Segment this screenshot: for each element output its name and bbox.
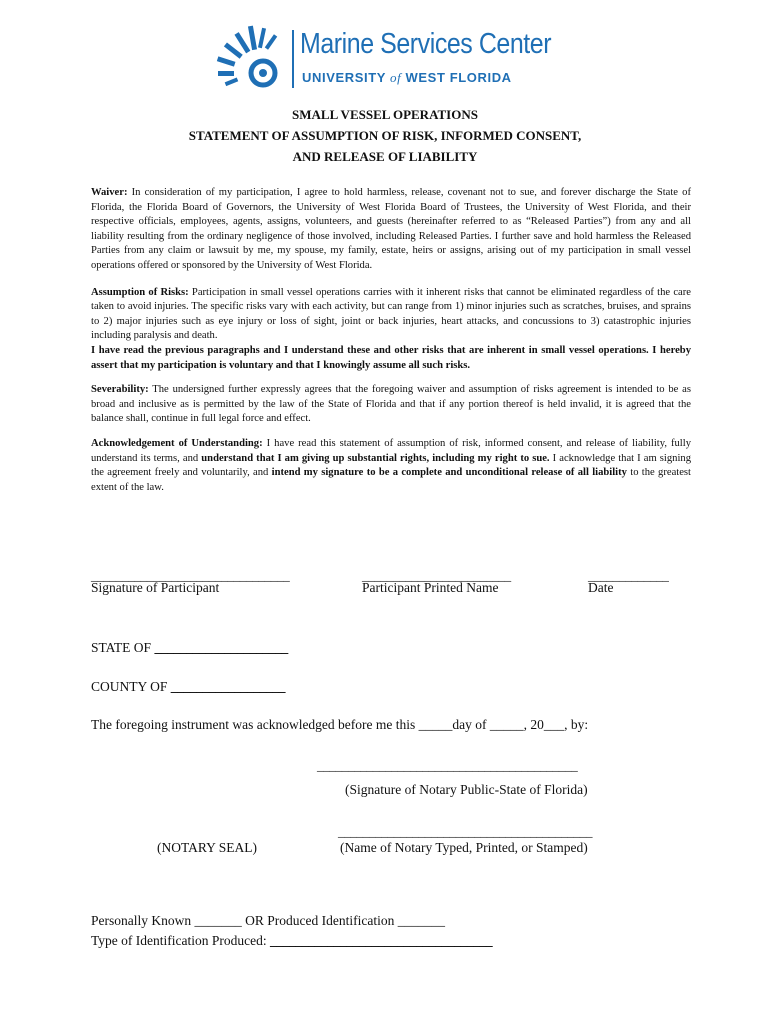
document-title xyxy=(0,104,770,167)
notary-signature-label: (Signature of Notary Public-State of Florida) xyxy=(345,782,588,797)
county-of-row: COUNTY OF __________________ xyxy=(91,679,286,694)
acknowledged-before-text: The foregoing instrument was acknowledged before me this _____day of _____, 20___, by: xyxy=(91,717,589,732)
nautilus-shell-icon xyxy=(216,24,286,94)
marine-services-logo xyxy=(216,24,586,100)
notary-name-label: (Name of Notary Typed, Printed, or Stamped) xyxy=(340,840,588,855)
identification-type-row: Type of Identification Produced: ___________________________________ xyxy=(91,933,493,948)
participant-printed-name-line[interactable]: ________________________ xyxy=(362,568,511,583)
title-line-1: SMALL VESSEL OPERATIONS xyxy=(292,107,478,122)
state-of-blank[interactable]: _____________________ xyxy=(154,640,288,655)
date-label: Date xyxy=(588,580,614,595)
notary-signature-line[interactable]: __________________________________________ xyxy=(317,758,578,773)
title-line-2: STATEMENT OF ASSUMPTION OF RISK, INFORMED CONSENT, xyxy=(188,128,582,143)
waiver-paragraph: Waiver: In consideration of my participation, I agree to hold harmless, release, covenant not to sue, and forever discharge the State of Florida, the Florida Board of Governors, the University of West Florida Board of Trustees, the University of West Florida, and their respective officials, employees, agents, assigns, volunteers, and guests (hereinafter referred to as “Released Parties”) from any and all liability resulting from the ordinary negligence of those involved, including Released Parties. I further save and hold harmless the Released Parties from any claim or lawsuit by me, my spouse, my family, estate, heirs or assigns, arising out of my participation in small vessel operations offered or sponsored by the University of West Florida. xyxy=(91,187,691,271)
assumption-of-risks-paragraph: Assumption of Risks: Participation in small vessel operations carries with it inherent risks that cannot be eliminated regardless of the care taken to avoid injuries. The specific risks vary with each activity, but can range from 1) minor injuries such as scratches, bruises, and sprains to 2) major injuries such as eye injury or loss of sight, joint or back injuries, heart attacks, and concussions to 3) catastrophic injuries including paralysis and death. I have read the previous paragraphs and I understand these and other risks that are inherent in small vessel operations. I hereby assert that my participation is voluntary and that I knowingly assume all such risks. xyxy=(91,286,691,371)
document-body xyxy=(91,186,691,505)
logo-divider xyxy=(292,30,294,88)
logo-subtitle: UNIVERSITY of WEST FLORIDA xyxy=(302,70,512,85)
date-line[interactable]: _____________ xyxy=(588,568,669,583)
assumption-bold-statement: I have read the previous paragraphs and I understand these and other risks that are inherent in small vessel operations. I hereby assert that my participation is voluntary and that I knowingly assume all such risks. xyxy=(91,344,691,371)
notary-name-line[interactable]: _________________________________________ xyxy=(338,824,593,839)
notary-seal-label: (NOTARY SEAL) xyxy=(157,840,258,855)
severability-paragraph: Severability: The undersigned further expressly agrees that the foregoing waiver and assumption of risks agreement is intended to be as broad and inclusive as is permitted by the law of the State of Florida and that if any portion thereof is held invalid, it is agreed that the balance shall, continue in full legal force and effect. xyxy=(91,384,691,425)
personally-known-row: Personally Known _______ OR Produced Identification _______ xyxy=(91,913,445,928)
identification-type-blank[interactable]: ___________________________________ xyxy=(270,933,493,948)
participant-printed-name-label: Participant Printed Name xyxy=(362,580,499,595)
acknowledgement-paragraph: Acknowledgement of Understanding: I have read this statement of assumption of risk, informed consent, and release of liability, fully understand its terms, and understand that I am giving up substantial rights, including my right to sue. I acknowledge that I am signing the agreement freely and voluntarily, and intend my signature to be a complete and unconditional release of all liability to the greatest extent of the law. xyxy=(91,437,691,493)
logo-title: Marine Services Center xyxy=(300,28,552,60)
state-of-row: STATE OF _____________________ xyxy=(91,640,288,655)
participant-signature-label: Signature of Participant xyxy=(91,580,220,595)
county-of-blank[interactable]: __________________ xyxy=(170,679,286,694)
title-line-3: AND RELEASE OF LIABILITY xyxy=(292,149,478,164)
participant-signature-line[interactable]: ________________________________ xyxy=(91,568,290,583)
